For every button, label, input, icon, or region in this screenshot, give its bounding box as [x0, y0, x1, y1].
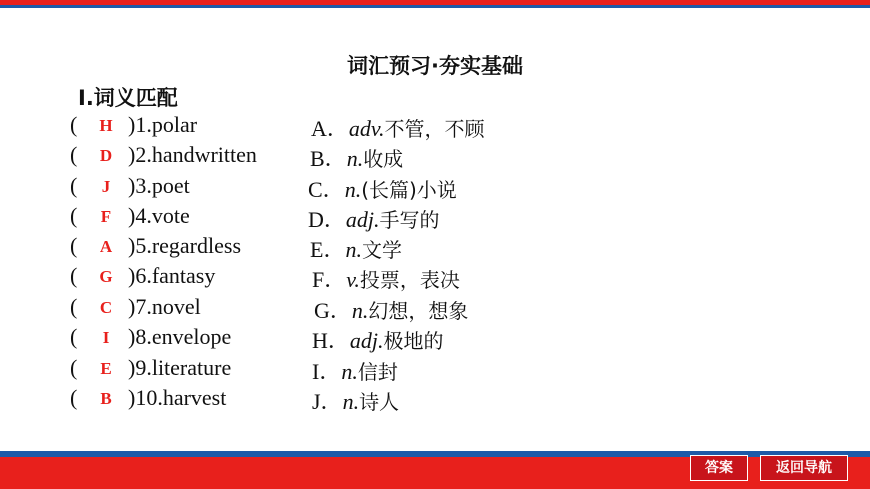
chinese-meaning: 文学	[361, 238, 402, 262]
definition	[312, 324, 444, 355]
top-border-blue	[0, 5, 870, 8]
list-item	[0, 263, 870, 293]
top-border	[0, 0, 870, 8]
paren-open: (	[70, 385, 78, 410]
answer-button[interactable]: 答案	[690, 455, 748, 481]
english-word: )9.literature	[128, 355, 232, 380]
part-of-speech: n.	[342, 389, 360, 414]
paren-open: (	[70, 263, 78, 288]
answer-letter: C	[99, 298, 113, 317]
english-word: )6.fantasy	[128, 263, 216, 288]
definition-letter: A．	[311, 116, 349, 141]
chinese-meaning: 信封	[357, 360, 398, 384]
answer-letter: B	[100, 389, 112, 408]
english-word: )8.envelope	[128, 324, 232, 349]
part-of-speech: adv.	[348, 116, 385, 141]
english-word: )4.vote	[128, 203, 190, 228]
definition-letter: F．	[312, 267, 347, 292]
answer-letter: J	[101, 177, 111, 196]
definition-letter: B．	[310, 146, 347, 171]
answer-letter: F	[100, 207, 112, 226]
english-word: )5.regardless	[128, 233, 242, 258]
answer-letter: E	[100, 359, 112, 378]
chinese-meaning: 诗人	[359, 390, 400, 414]
list-item	[0, 385, 870, 415]
answer-letter: D	[99, 146, 113, 165]
definition-letter: I．	[312, 359, 342, 384]
paren-open: (	[70, 173, 78, 198]
part-of-speech: n.	[351, 298, 369, 323]
part-of-speech: n.	[346, 146, 364, 171]
list-item	[0, 355, 870, 385]
part-of-speech: adj.	[345, 207, 380, 232]
definition-letter: J．	[312, 389, 343, 414]
definition-letter: G．	[314, 298, 352, 323]
definition	[310, 142, 403, 173]
list-item	[0, 233, 870, 263]
answer-letter: A	[99, 237, 113, 256]
list-item	[0, 203, 870, 233]
paren-open: (	[70, 355, 78, 380]
chinese-meaning: 投票，表决	[359, 268, 460, 292]
english-word: )7.novel	[128, 294, 201, 319]
paren-open: (	[70, 112, 78, 137]
list-item	[0, 112, 870, 142]
chinese-meaning: 不管，不顾	[384, 117, 485, 141]
list-item	[0, 173, 870, 203]
chinese-meaning: 收成	[363, 147, 404, 171]
english-word: )3.poet	[128, 173, 190, 198]
list-item	[0, 324, 870, 354]
chinese-meaning: 极地的	[383, 329, 444, 353]
paren-open: (	[70, 142, 78, 167]
definition	[314, 294, 468, 325]
paren-open: (	[70, 294, 78, 319]
answer-letter: I	[102, 328, 110, 347]
definition-letter: D．	[308, 207, 346, 232]
definition	[312, 263, 460, 294]
list-item	[0, 294, 870, 324]
definition	[312, 385, 399, 416]
definition	[310, 233, 402, 264]
paren-open: (	[70, 324, 78, 349]
paren-open: (	[70, 233, 78, 258]
part-of-speech: n.	[345, 237, 362, 262]
answer-letter: H	[99, 116, 113, 135]
answer-letter: G	[99, 267, 113, 286]
paren-open: (	[70, 203, 78, 228]
chinese-meaning: 手写的	[379, 208, 440, 232]
chinese-meaning: 幻想，想象	[368, 299, 469, 323]
definition	[311, 112, 485, 143]
section-heading: Ⅰ.词义匹配	[78, 86, 178, 110]
list-item	[0, 142, 870, 172]
page-title: 词汇预习·夯实基础	[347, 54, 523, 78]
english-word: )1.polar	[128, 112, 198, 137]
definition-letter: H．	[312, 328, 350, 353]
definition-letter: C．	[308, 177, 345, 202]
part-of-speech: v.	[346, 267, 360, 292]
part-of-speech: n.	[341, 359, 358, 384]
english-word: )2.handwritten	[128, 142, 257, 167]
part-of-speech: n.	[344, 177, 362, 202]
definition-letter: E．	[310, 237, 346, 262]
definition	[312, 355, 398, 386]
definition	[308, 173, 457, 204]
part-of-speech: adj.	[349, 328, 384, 353]
english-word: )10.harvest	[128, 385, 227, 410]
chinese-meaning: (长篇)小说	[361, 178, 457, 202]
return-navigation-button[interactable]: 返回导航	[760, 455, 848, 481]
definition	[308, 203, 440, 234]
